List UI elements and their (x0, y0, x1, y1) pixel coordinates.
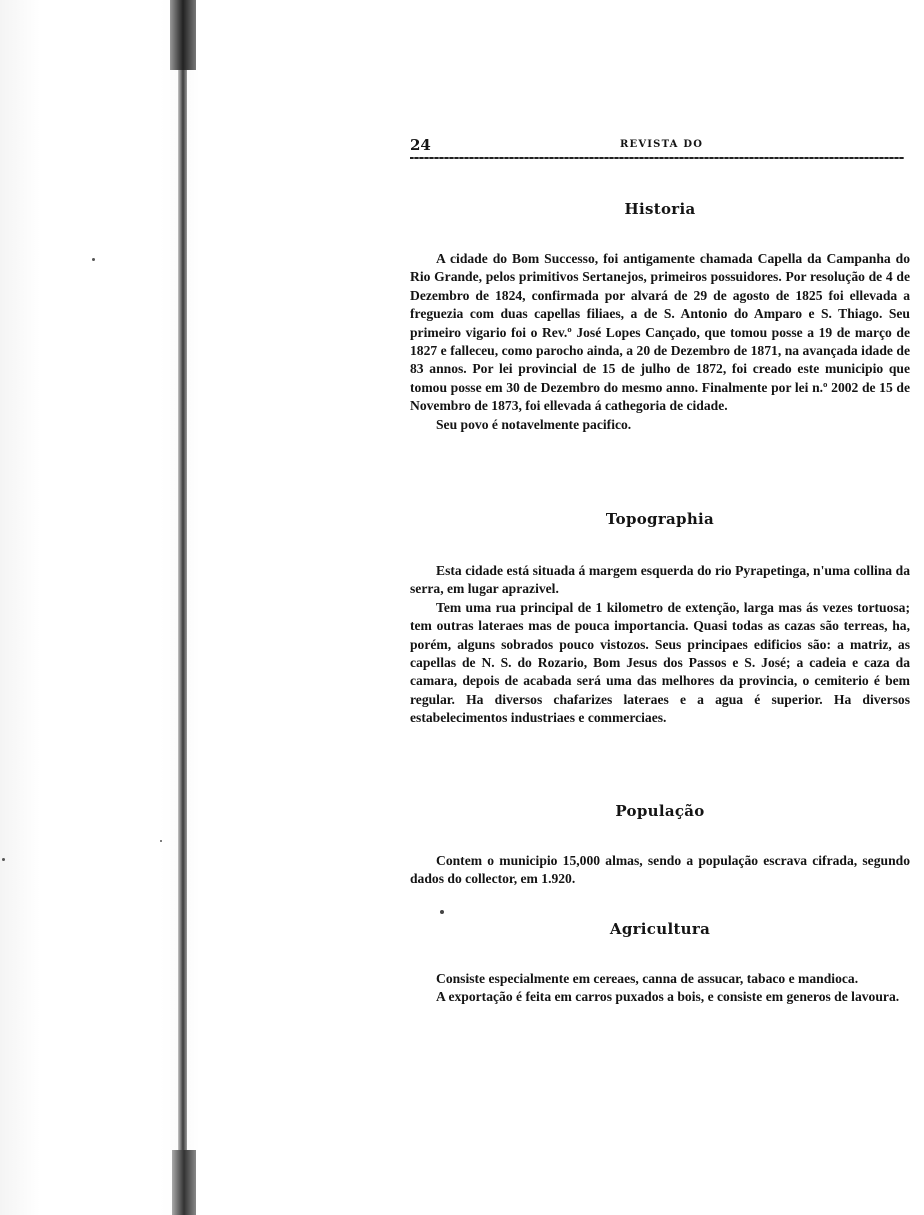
heading-topographia: Topographia (605, 510, 715, 528)
page-number: 24 (410, 136, 431, 154)
scan-speck (160, 840, 162, 842)
section-topographia (410, 562, 910, 728)
paragraph: Seu povo é notavelmente pacifico. (436, 416, 632, 432)
page-header (410, 130, 904, 152)
ink-mark (440, 910, 444, 914)
paragraph: Contem o municipio 15,000 almas, sendo a população escrava cifrada, segundo dados do collector, em 1.920. (410, 853, 910, 887)
paragraph: Esta cidade está situada á margem esquerda do rio Pyrapetinga, n'uma collina da serra, em lugar aprazivel. (410, 563, 910, 597)
binding-shadow-top (170, 0, 196, 70)
paragraph: Consiste especialmente em cereaes, canna de assucar, tabaco e mandioca. (436, 971, 859, 986)
scan-speck (92, 258, 95, 261)
section-historia (410, 250, 910, 434)
book-binding-edge (178, 0, 187, 1215)
header-rule (410, 157, 904, 159)
paragraph: A exportação é feita em carros puxados a bois, e consiste em generos de lavoura. (436, 989, 900, 1005)
heading-populacao: População (615, 802, 705, 820)
section-agricultura (410, 970, 910, 1007)
heading-agricultura: Agricultura (609, 920, 711, 938)
heading-historia: Historia (624, 200, 696, 218)
section-populacao (410, 852, 910, 889)
paragraph: Tem uma rua principal de 1 kilometro de extenção, larga mas ás vezes tortuosa; tem outras lateraes mas de pouca importancia. Quasi todas as cazas são terreas, ha, porém, alguns sobrados pouco vistozos. Seus principaes edificios são: a matriz, as capellas de N. S. do Rozario, Bom Jesus dos Passos e S. José; a cadeia e caza da camara, depois de acabada será uma das melhores da provincia, o cemiterio é bem regular. Ha diversos chafarizes lateraes e a agua é superior. Ha diversos estabelecimentos industriaes e commerciaes. (410, 599, 910, 726)
binding-shadow-bottom (172, 1150, 196, 1215)
scan-speck (2, 858, 5, 861)
paragraph: A cidade do Bom Successo, foi antigamente chamada Capella da Campanha do Rio Grande, pelos primitivos Sertanejos, primeiros possuidores. Por resolução de 4 de Dezembro de 1824, confirmada por alvará de 29 de agosto de 1825 foi ellevada a freguezia com duas capellas filiaes, a de S. Antonio do Amparo e S. Thiago. Seu primeiro vigario foi o Rev.º José Lopes Cançado, que tomou posse a 19 de março de 1827 e falleceu, como parocho ainda, a 20 de Dezembro de 1871, na avançada idade de 83 annos. Por lei provincial de 15 de julho de 1872, foi creado este municipio que tomou posse em 30 de Dezembro do mesmo anno. Finalmente por lei n.º 2002 de 15 de Novembro de 1873, foi ellevada á cathegoria de cidade. (410, 251, 910, 414)
running-title: REVISTA DO (620, 139, 704, 150)
